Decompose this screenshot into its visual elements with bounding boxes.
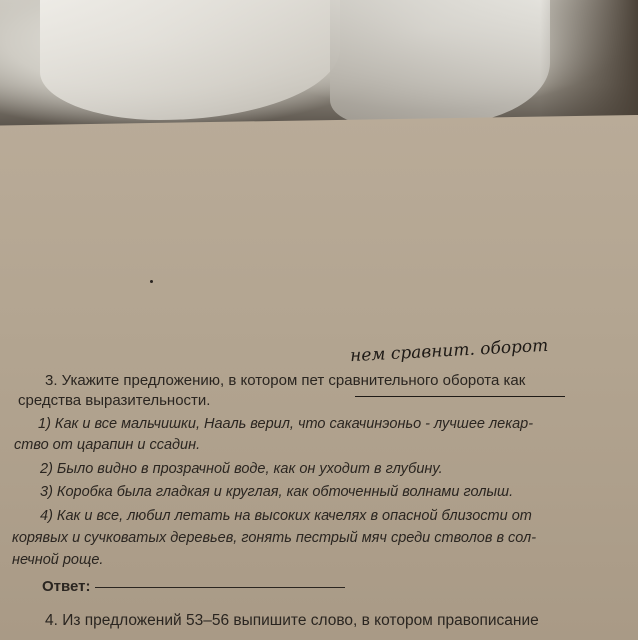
answer-line[interactable] bbox=[95, 587, 345, 588]
question-3-line1: 3. Укажите предложению, в котором пет сравнительного оборота как bbox=[45, 372, 526, 389]
option-1-line2: ство от царапин и ссадин. bbox=[14, 437, 201, 453]
ink-dot bbox=[150, 280, 153, 283]
option-1-line1: 1) Как и все мальчишки, Нааль верил, что сакачинэоньо - лучшее лекар- bbox=[38, 416, 534, 432]
answer-row bbox=[42, 578, 345, 595]
question-4-line: 4. Из предложений 53–56 выпишите слово, в котором правописание bbox=[45, 612, 539, 629]
option-4-line2: корявых и сучковатых деревьев, гонять пестрый мяч среди стволов в сол- bbox=[12, 530, 537, 546]
handwritten-underline bbox=[355, 396, 565, 397]
option-4-line1: 4) Как и все, любил летать на высоких качелях в опасной близости от bbox=[40, 508, 532, 524]
option-2: 2) Было видно в прозрачной воде, как он уходит в глубину. bbox=[40, 461, 443, 477]
option-3: 3) Коробка была гладкая и круглая, как обточенный волнами голыш. bbox=[40, 484, 514, 500]
question-3-line2: средства выразительности. bbox=[18, 392, 211, 409]
answer-label: Ответ: bbox=[42, 578, 91, 595]
handwritten-note: нем сравнит. оборот bbox=[349, 335, 549, 367]
option-4-line3: нечной роще. bbox=[12, 552, 104, 568]
